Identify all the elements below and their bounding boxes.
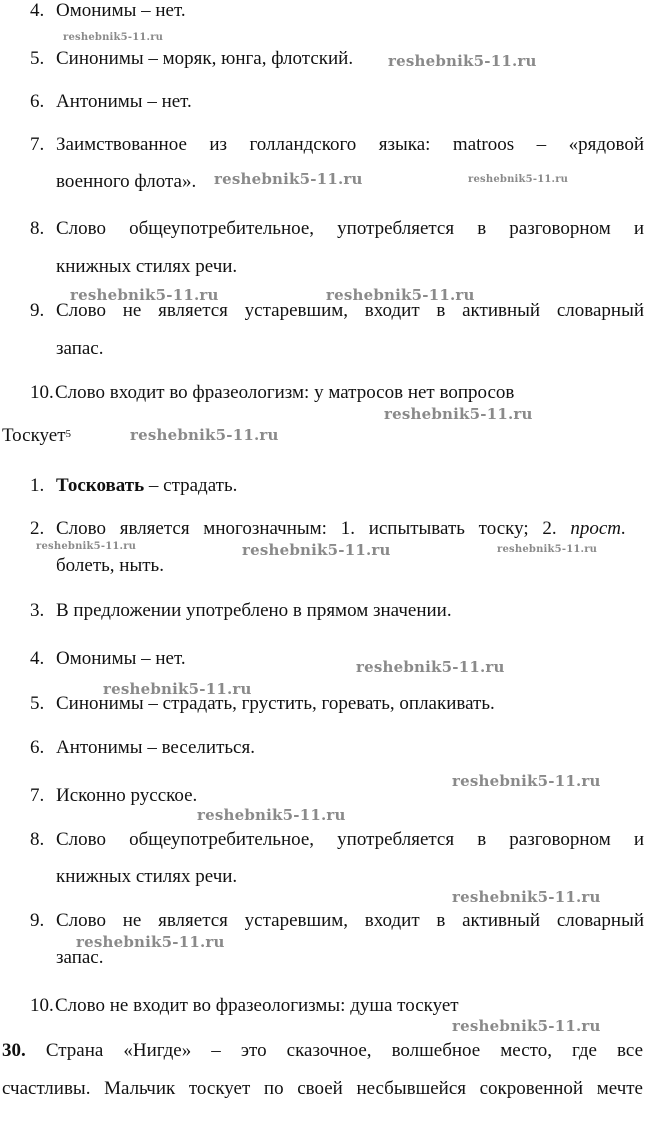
watermark: reshebnik5-11.ru [388,52,537,70]
list2-item-2-line1-text: Слово является многозначным: 1. испытывать тоску; 2. [56,518,571,539]
list2-item-10-number: 10. [30,995,54,1016]
list2-item-8-number: 8. [30,829,45,850]
list2-item-2-abbrev: прост. [570,518,626,539]
list2-item-8-line2: книжных стилях речи. [56,866,238,887]
paragraph-line2: счастливы. Мальчик тоскует по своей несбывшейся сокровенной мечте [2,1078,643,1099]
list1-item-8-number: 8. [30,218,45,239]
list2-item-3-text: В предложении употреблено в прямом значении. [56,600,452,621]
watermark: reshebnik5-11.ru [452,772,601,790]
list2-item-6-text: Антонимы – веселиться. [56,737,255,758]
watermark: reshebnik5-11.ru [63,32,164,43]
watermark: reshebnik5-11.ru [70,286,219,304]
list1-item-6-number: 6. [30,91,45,112]
paragraph-line1-text: Страна «Нигде» – это сказочное, волшебное место, где все [45,1040,644,1061]
list2-item-7-number: 7. [30,785,45,806]
list1-item-8-line1: Слово общеупотребительное, употребляется в разговорном и [56,218,644,239]
list2-item-5-text: Синонимы – страдать, грустить, горевать, оплакивать. [56,693,495,714]
list1-item-7-line2: военного флота». [56,171,197,192]
list2-item-1-number: 1. [30,475,45,496]
watermark: reshebnik5-11.ru [326,286,475,304]
list1-item-9-line2: запас. [56,338,104,359]
list2-item-4-number: 4. [30,648,45,669]
list2-item-10-text: Слово не входит во фразеологизмы: душа тоскует [55,995,459,1016]
list2-item-3-number: 3. [30,600,45,621]
list2-item-2-line1 [56,518,626,540]
paragraph-number: 30. [2,1040,26,1061]
list2-item-1-definition: – страдать. [144,475,238,496]
list2-item-7-text: Исконно русское. [56,785,198,806]
watermark: reshebnik5-11.ru [384,405,533,423]
paragraph-line1 [2,1040,643,1062]
watermark: reshebnik5-11.ru [36,541,137,552]
list1-item-7-line1: Заимствованное из голландского языка: matroos – «рядовой [56,134,644,155]
list1-item-5-text: Синонимы – моряк, юнга, флотский. [56,48,354,69]
watermark: reshebnik5-11.ru [197,806,346,824]
list2-item-9-line2: запас. [56,947,104,968]
watermark: reshebnik5-11.ru [497,544,598,555]
list1-item-8-line2: книжных стилях речи. [56,256,238,277]
list1-item-9-number: 9. [30,300,45,321]
list1-item-10-text: Слово входит во фразеологизм: у матросов нет вопросов [55,382,515,403]
watermark: reshebnik5-11.ru [214,170,363,188]
watermark: reshebnik5-11.ru [468,174,569,185]
list1-item-4-number: 4. [30,0,45,21]
list1-item-4-text: Омонимы – нет. [56,0,186,21]
list2-item-4-text: Омонимы – нет. [56,648,186,669]
list2-item-6-number: 6. [30,737,45,758]
list1-item-6-text: Антонимы – нет. [56,91,192,112]
list2-item-8-line1: Слово общеупотребительное, употребляется в разговорном и [56,829,644,850]
list1-item-9-line1: Слово не является устаревшим, входит в активный словарный [56,300,644,321]
list1-item-10-number: 10. [30,382,54,403]
list2-item-2-line2: болеть, ныть. [56,555,164,576]
watermark: reshebnik5-11.ru [452,1017,601,1035]
list1-item-7-number: 7. [30,134,45,155]
list2-item-1-text [56,475,237,497]
heading-word: Тоскует [2,425,66,446]
list1-item-5-number: 5. [30,48,45,69]
section-heading [2,425,71,447]
watermark: reshebnik5-11.ru [242,541,391,559]
watermark: reshebnik5-11.ru [452,888,601,906]
heading-footnote-mark: 5 [65,428,72,440]
list2-item-5-number: 5. [30,693,45,714]
watermark: reshebnik5-11.ru [103,680,252,698]
watermark: reshebnik5-11.ru [76,933,225,951]
list2-item-2-number: 2. [30,518,45,539]
list2-item-1-term: Тосковать [56,475,145,496]
watermark: reshebnik5-11.ru [356,658,505,676]
list2-item-9-number: 9. [30,910,45,931]
watermark: reshebnik5-11.ru [130,426,279,444]
list2-item-9-line1: Слово не является устаревшим, входит в активный словарный [56,910,644,931]
